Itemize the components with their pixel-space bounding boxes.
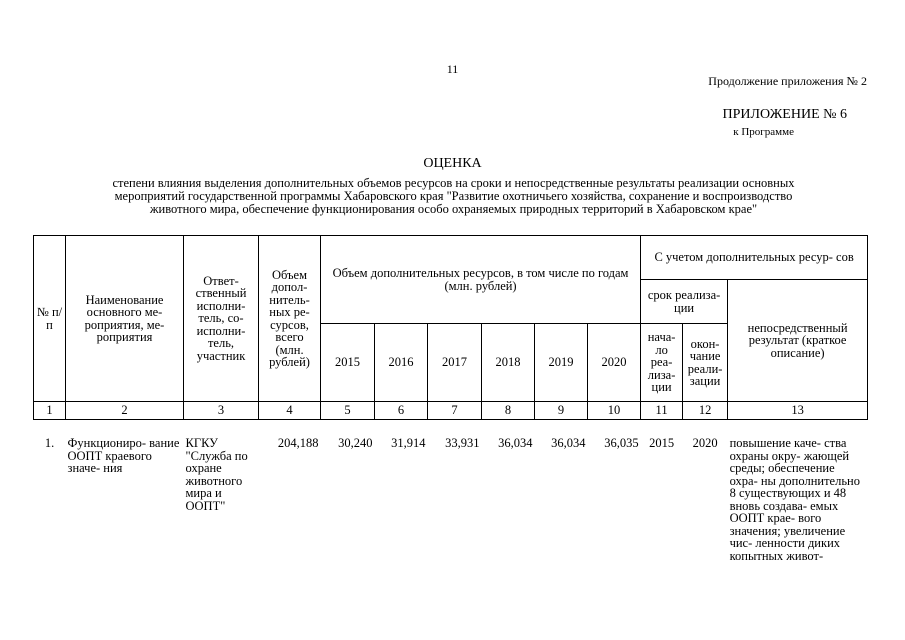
- column-number: 1: [34, 402, 66, 420]
- header-start: нача- ло реа- лиза- ции: [641, 324, 683, 402]
- row-name: Функциониро- вание ООПТ краевого значе- ния: [67, 436, 180, 475]
- header-by-year: Объем дополнительных ресурсов, в том числе по годам (млн. рублей): [321, 236, 641, 324]
- header-name: Наименование основного ме- роприятия, ме- роприятия: [66, 236, 184, 402]
- header-year: 2018: [482, 324, 535, 402]
- appendix-title: ПРИЛОЖЕНИЕ № 6: [722, 107, 847, 122]
- row-result: повышение каче- ства охраны окру- жающей среды; обеспечение охра- ны дополнительно 8 существующих и 48 вновь создава- емых ООПТ крае- вого значения; увеличение чис- ленности диких копытных живот-: [729, 436, 860, 563]
- document-subtitle: [36, 177, 871, 216]
- subtitle-line: мероприятий государственной программы Хабаровского края "Развитие охотничьего хозяйства, сохранение и воспроизводство: [114, 189, 793, 203]
- continuation-note: Продолжение приложения № 2: [708, 74, 867, 88]
- column-number: 11: [641, 402, 683, 420]
- document-title: ОЦЕНКА: [423, 156, 482, 171]
- header-with-additional: С учетом дополнительных ресур- сов: [641, 236, 868, 280]
- column-number: 7: [428, 402, 482, 420]
- header-responsible: Ответ- ственный исполни- тель, со- исполни- тель, участник: [184, 236, 259, 402]
- header-year: 2016: [375, 324, 428, 402]
- header-num: № п/п: [34, 236, 66, 402]
- table-row: [34, 420, 868, 563]
- subtitle-line: степени влияния выделения дополнительных объемов ресурсов на сроки и непосредственные результаты реализации основных: [112, 176, 795, 190]
- column-number: 6: [375, 402, 428, 420]
- header-end: окон- чание реали- зации: [683, 324, 728, 402]
- column-number: 9: [535, 402, 588, 420]
- row-num: 1.: [44, 436, 55, 450]
- row-value-2015: 30,240: [338, 436, 373, 450]
- column-number: 10: [588, 402, 641, 420]
- header-year: 2020: [588, 324, 641, 402]
- header-year: 2017: [428, 324, 482, 402]
- appendix-subtitle: к Программе: [733, 126, 794, 138]
- assessment-table: [33, 235, 868, 562]
- row-value-2017: 33,931: [445, 436, 480, 450]
- row-start: 2015: [649, 436, 675, 450]
- column-number: 4: [259, 402, 321, 420]
- column-number: 5: [321, 402, 375, 420]
- column-number: 3: [184, 402, 259, 420]
- column-number: 13: [728, 402, 868, 420]
- row-end: 2020: [692, 436, 718, 450]
- header-result: непосредственный результат (краткое описание): [728, 280, 868, 402]
- header-year: 2015: [321, 324, 375, 402]
- row-value-2020: 36,035: [604, 436, 639, 450]
- column-number: 12: [683, 402, 728, 420]
- row-value-2016: 31,914: [391, 436, 426, 450]
- column-number: 2: [66, 402, 184, 420]
- header-term: срок реализа- ции: [641, 280, 728, 324]
- header-year: 2019: [535, 324, 588, 402]
- row-value-2018: 36,034: [498, 436, 533, 450]
- column-number: 8: [482, 402, 535, 420]
- subtitle-line: животного мира, обеспечение функционирования особо охраняемых природных территорий в Хабаровском крае": [149, 202, 758, 216]
- row-total: 204,188: [277, 436, 319, 450]
- header-total: Объем допол- нитель- ных ре- сурсов, всего (млн. рублей): [259, 236, 321, 402]
- row-responsible: КГКУ "Служба по охране животного мира и ООПТ": [185, 436, 248, 513]
- row-value-2019: 36,034: [551, 436, 586, 450]
- page-number: 11: [446, 62, 459, 76]
